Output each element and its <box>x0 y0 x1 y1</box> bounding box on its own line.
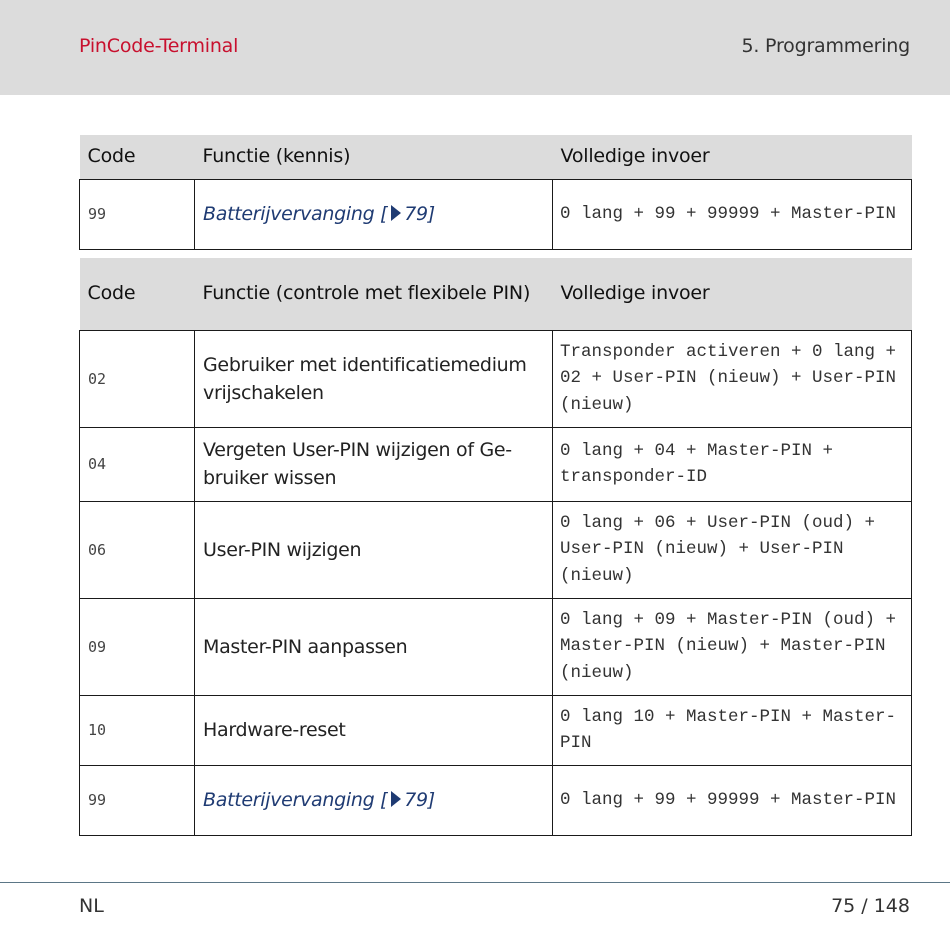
table-row <box>80 695 912 765</box>
footer-language: NL <box>79 895 104 917</box>
entry-cell: 0 lang + 99 + 99999 + Master-PIN <box>553 765 912 835</box>
footer-divider <box>0 882 950 883</box>
function-cell[interactable] <box>195 765 553 835</box>
column-header-entry: Volledige invoer <box>553 135 912 179</box>
brand-title: PinCode-Terminal <box>79 35 239 57</box>
column-header-code: Code <box>80 258 195 330</box>
function-cell: Hardware-reset <box>195 695 553 765</box>
function-cell: User-PIN wijzigen <box>195 501 553 598</box>
footer-page-number: 75 / 148 <box>831 895 910 917</box>
table-row <box>80 598 912 695</box>
entry-cell: 0 lang + 09 + Master-PIN (oud) + Master-PIN (nieuw) + Master-PIN (nieuw) <box>553 598 912 695</box>
table-row <box>80 179 912 249</box>
column-header-function: Functie (kennis) <box>195 135 553 179</box>
table-row <box>80 330 912 427</box>
functions-table-flexible-pin <box>79 258 912 836</box>
chapter-title: 5. Programmering <box>741 35 910 57</box>
function-cell[interactable] <box>195 179 553 249</box>
code-cell: 10 <box>80 695 195 765</box>
code-cell: 02 <box>80 330 195 427</box>
code-cell: 09 <box>80 598 195 695</box>
entry-cell: 0 lang 10 + Master-PIN + Master-PIN <box>553 695 912 765</box>
entry-cell: 0 lang + 06 + User-PIN (oud) + User-PIN (nieuw) + User-PIN (nieuw) <box>553 501 912 598</box>
function-cell: Master-PIN aanpassen <box>195 598 553 695</box>
page-header <box>0 0 950 95</box>
battery-replacement-link[interactable]: Batterijvervanging [ 79] <box>203 789 435 811</box>
column-header-function: Functie (controle met flexibele PIN) <box>195 258 553 330</box>
function-cell: Gebruiker met identificatiemedium vrijschakelen <box>195 330 553 427</box>
column-header-entry: Volledige invoer <box>553 258 912 330</box>
page-reference-arrow-icon <box>391 791 401 807</box>
entry-cell: 0 lang + 04 + Master-PIN + transponder-ID <box>553 427 912 501</box>
function-cell: Vergeten User-PIN wijzigen of Ge-bruiker wissen <box>195 427 553 501</box>
table-row <box>80 501 912 598</box>
code-cell: 99 <box>80 765 195 835</box>
code-cell: 04 <box>80 427 195 501</box>
functions-table-knowledge <box>79 135 912 250</box>
column-header-code: Code <box>80 135 195 179</box>
table-header-row <box>80 135 912 179</box>
entry-cell: 0 lang + 99 + 99999 + Master-PIN <box>553 179 912 249</box>
entry-cell: Transponder activeren + 0 lang + 02 + User-PIN (nieuw) + User-PIN (nieuw) <box>553 330 912 427</box>
code-cell: 06 <box>80 501 195 598</box>
page-reference-arrow-icon <box>391 205 401 221</box>
table-header-row <box>80 258 912 330</box>
battery-replacement-link[interactable]: Batterijvervanging [ 79] <box>203 203 435 225</box>
code-cell: 99 <box>80 179 195 249</box>
table-row <box>80 427 912 501</box>
table-row <box>80 765 912 835</box>
